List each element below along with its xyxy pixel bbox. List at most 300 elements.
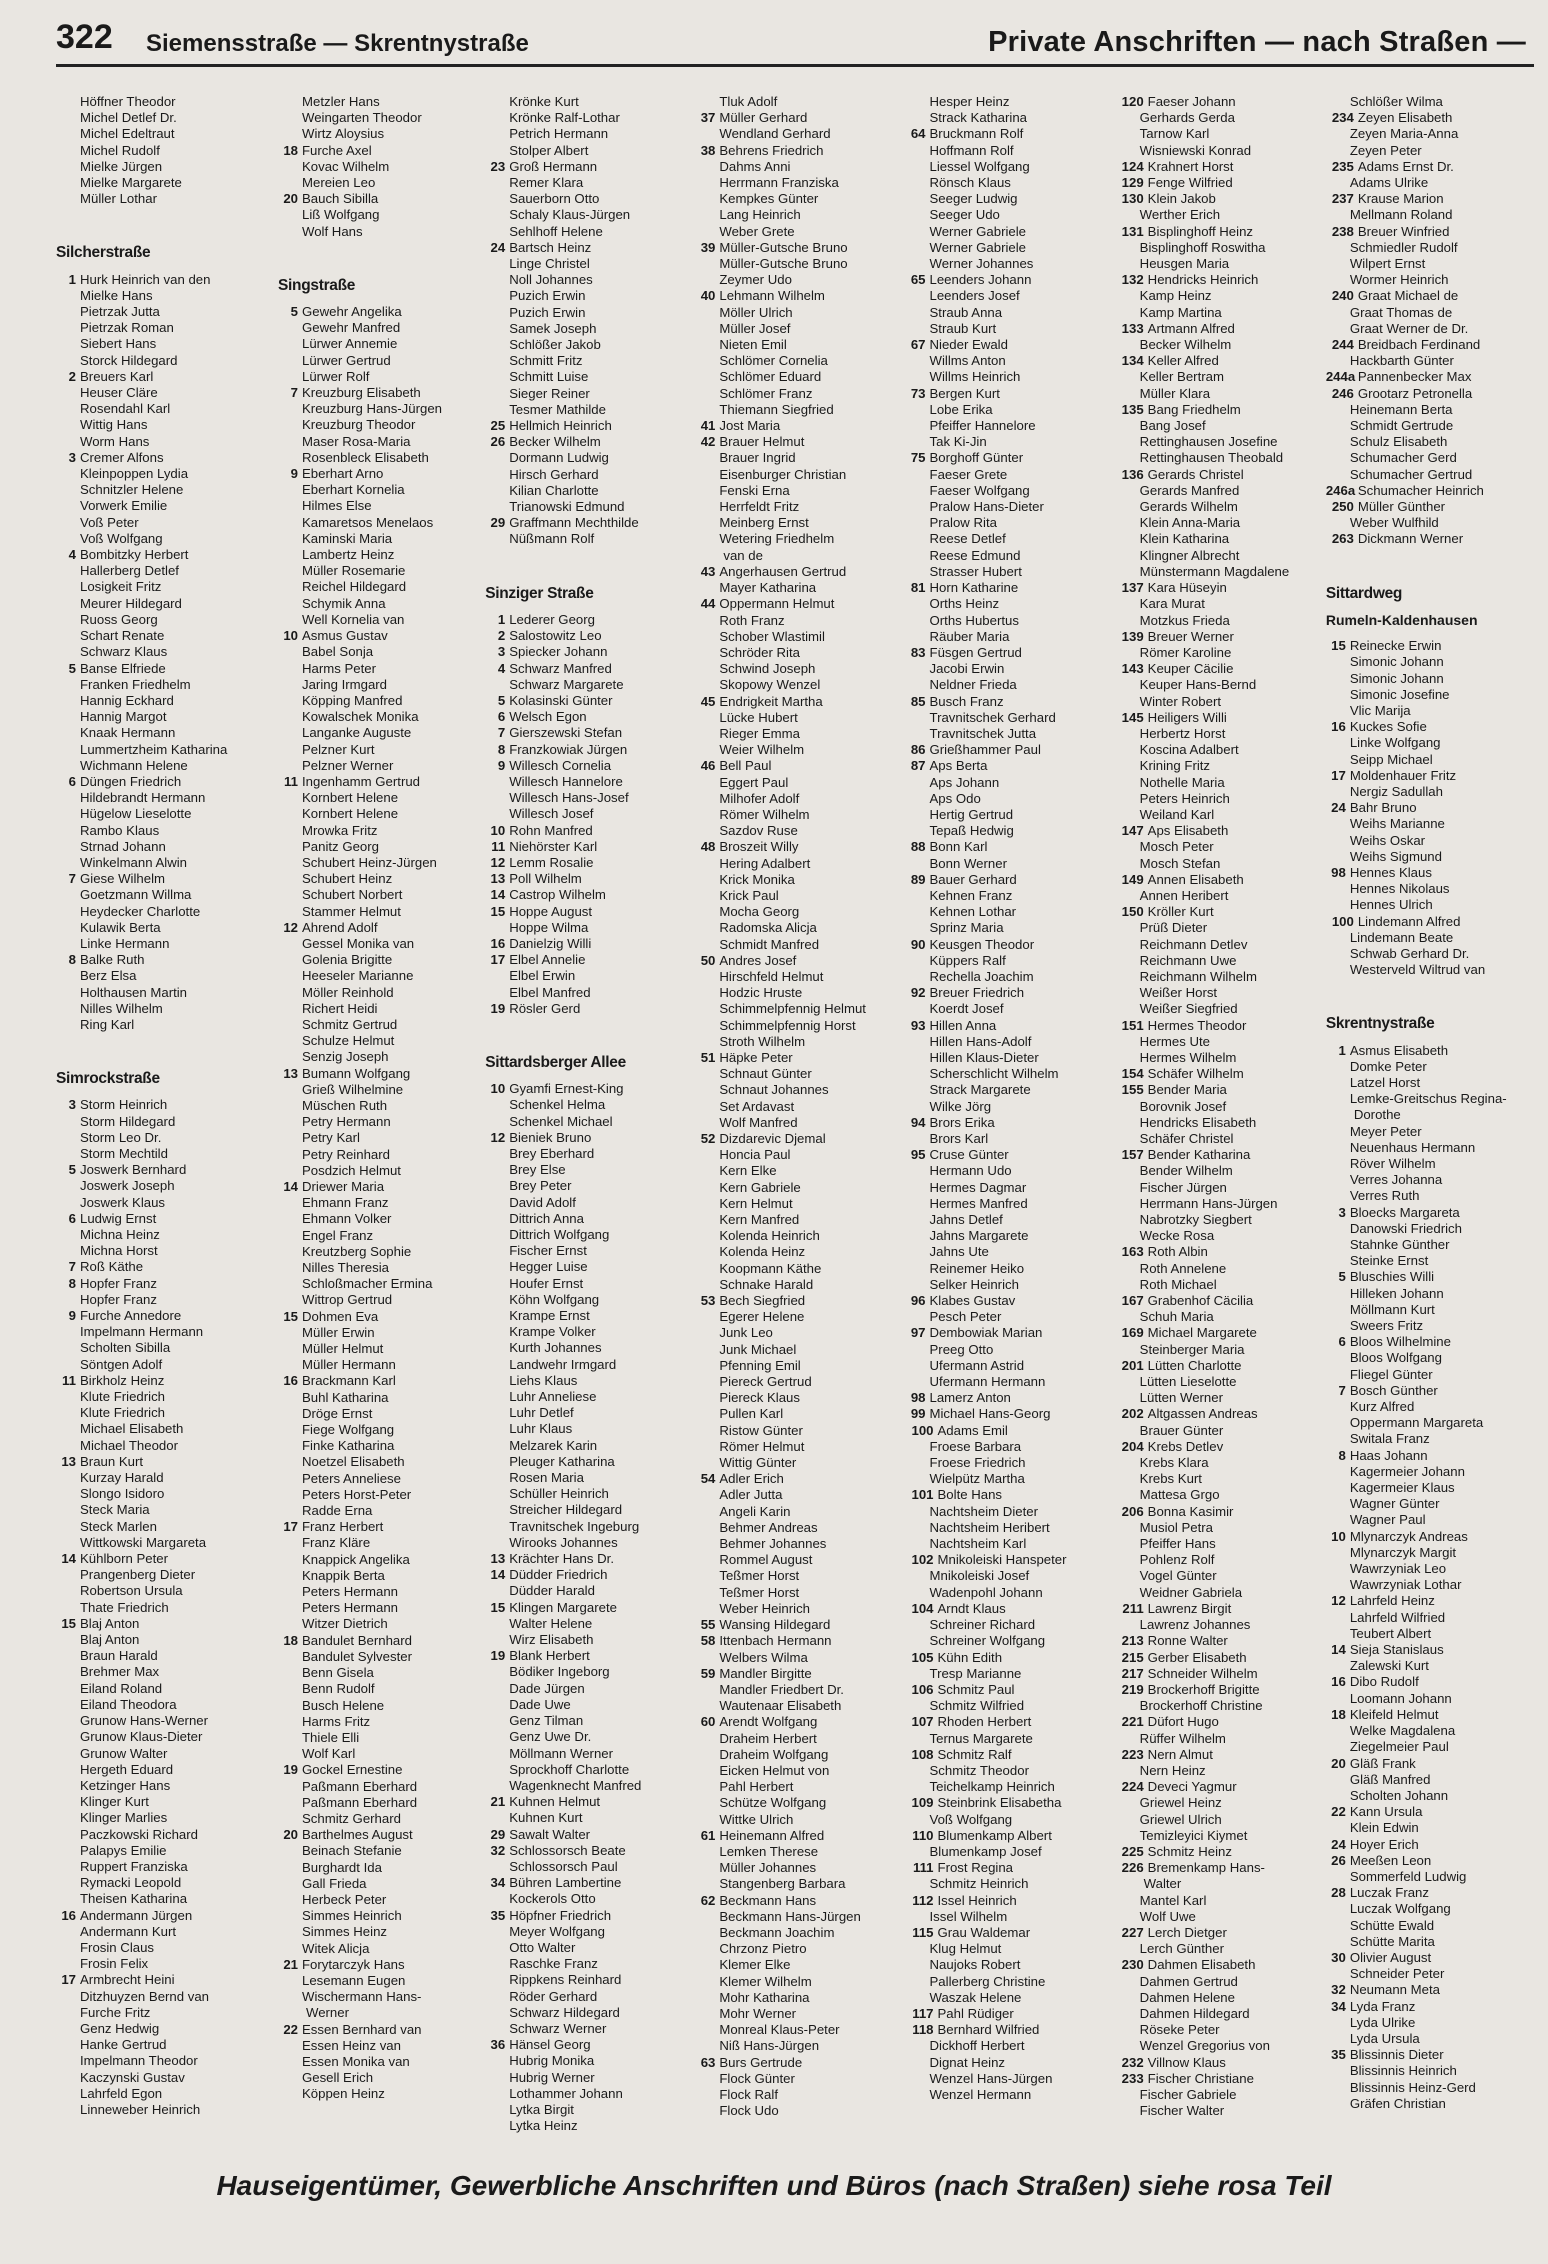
resident-entry: [278, 1762, 491, 1778]
resident-entry: [485, 1308, 695, 1324]
resident-name: Meeßen Leon: [1349, 1852, 1432, 1868]
resident-entry: [1326, 531, 1548, 547]
resident-name: Ristow Günter: [719, 1422, 803, 1438]
resident-name: Blissinnis Dieter: [1349, 2047, 1444, 2063]
house-number: 13: [490, 871, 506, 887]
resident-name: Rieger Emma: [719, 725, 800, 741]
resident-entry: [485, 2102, 695, 2118]
house-number: 97: [910, 1325, 926, 1341]
resident-entry: [278, 661, 491, 677]
resident-name: Lawrenz Johannes: [1139, 1617, 1251, 1633]
resident-name: Küppers Ralf: [929, 952, 1006, 968]
resident-name: Wischermann Hans-: [302, 1989, 422, 2005]
resident-entry: [695, 1293, 905, 1309]
resident-entry: [278, 1292, 491, 1308]
resident-entry: [906, 920, 1116, 936]
resident-name: Jaring Irmgard: [302, 676, 388, 692]
resident-name: Essen Monika van: [302, 2053, 410, 2069]
house-number: 52: [700, 1131, 716, 1146]
resident-name: Harms Fritz: [302, 1713, 371, 1729]
resident-name: Kehnen Franz: [929, 887, 1013, 903]
resident-name: Busch Franz: [929, 693, 1004, 709]
resident-entry: [56, 1810, 278, 1826]
resident-name: Issel Heinrich: [937, 1892, 1017, 1908]
house-number: 5: [1338, 1269, 1346, 1285]
house-number: 112: [912, 1892, 934, 1908]
resident-entry: [278, 742, 491, 758]
resident-entry: [56, 774, 278, 790]
resident-entry: [695, 369, 905, 385]
resident-entry: [56, 1421, 278, 1437]
resident-name: Schreiner Richard: [929, 1617, 1036, 1633]
resident-entry: [906, 726, 1116, 742]
resident-entry: [695, 1309, 905, 1325]
house-number: 40: [700, 288, 716, 304]
house-number: 93: [910, 1017, 926, 1033]
resident-name: Beckmann Hans-Jürgen: [719, 1908, 861, 1924]
resident-entry: [695, 2006, 905, 2022]
resident-name: Hegger Luise: [509, 1259, 588, 1275]
resident-entry: [695, 580, 905, 596]
house-number: 86: [910, 742, 926, 758]
resident-entry: [1116, 823, 1326, 839]
resident-name: Adler Jutta: [719, 1487, 783, 1503]
resident-entry: [906, 953, 1116, 969]
house-number: 232: [1121, 2054, 1144, 2070]
resident-entry: [485, 1891, 695, 1907]
resident-entry: [695, 418, 905, 434]
house-number: 34: [490, 1875, 506, 1891]
resident-name: Weißer Siegfried: [1139, 1001, 1238, 1017]
resident-name: Linke Hermann: [80, 935, 170, 951]
resident-entry: [695, 564, 905, 580]
resident-name: Spiecker Johann: [509, 644, 608, 660]
resident-name: Hanke Gertrud: [80, 2037, 167, 2053]
resident-entry: [56, 1632, 278, 1648]
house-number: 16: [1331, 1674, 1346, 1690]
resident-name: Motzkus Frieda: [1139, 612, 1230, 628]
resident-name: Schwarz Manfred: [509, 660, 612, 676]
house-number: 129: [1121, 175, 1144, 191]
resident-entry: [1116, 1990, 1326, 2006]
resident-entry: [695, 742, 905, 758]
resident-name: Kreuzburg Theodor: [302, 417, 416, 433]
resident-entry: [1116, 1779, 1326, 1795]
resident-entry: [906, 2022, 1116, 2038]
page-number: 322: [56, 18, 113, 56]
resident-name: Mielke Hans: [80, 287, 153, 303]
resident-entry: [695, 1925, 905, 1941]
resident-name: Burs Gertrude: [719, 2054, 803, 2070]
resident-entry: [56, 985, 278, 1001]
resident-entry: [278, 1228, 491, 1244]
resident-entry: [56, 434, 278, 450]
resident-name: Flock Günter: [719, 2070, 795, 2086]
resident-entry: [1326, 1999, 1548, 2015]
resident-name: Schlömer Franz: [719, 385, 813, 401]
resident-name: Cruse Günter: [929, 1147, 1009, 1163]
resident-entry: [1116, 386, 1326, 402]
resident-name: Weber Heinrich: [719, 1600, 810, 1616]
house-number: 238: [1331, 223, 1354, 239]
resident-entry: [56, 1794, 278, 1810]
resident-entry: [56, 1146, 278, 1162]
resident-entry: [1326, 1496, 1548, 1512]
resident-entry: [278, 612, 491, 628]
resident-name: Straub Anna: [929, 304, 1003, 320]
resident-name: Hirschfeld Helmut: [719, 968, 824, 984]
resident-entry: [56, 1438, 278, 1454]
resident-name: Prangenberg Dieter: [80, 1567, 196, 1583]
resident-entry: [485, 272, 695, 288]
resident-name: Kurth Johannes: [509, 1340, 602, 1356]
resident-name: Müller Rosemarie: [302, 563, 406, 579]
resident-name: Braun Kurt: [80, 1453, 144, 1469]
house-number: 8: [1338, 1447, 1346, 1463]
resident-entry: [695, 872, 905, 888]
resident-name: Gyamfi Ernest-King: [509, 1081, 624, 1097]
resident-entry: [278, 1973, 491, 1989]
resident-entry: [56, 968, 278, 984]
resident-entry: [906, 305, 1116, 321]
resident-entry: [906, 888, 1116, 904]
resident-entry: [485, 1859, 695, 1875]
resident-entry: [1116, 1358, 1326, 1374]
resident-entry: [56, 709, 278, 725]
resident-name: Gall Frieda: [302, 1875, 367, 1891]
resident-entry: [695, 2055, 905, 2071]
resident-name: Eisenburger Christian: [719, 466, 847, 482]
resident-name: Räuber Maria: [929, 628, 1010, 644]
resident-name: Mandler Birgitte: [719, 1665, 812, 1681]
resident-name: Klemer Elke: [719, 1957, 791, 1973]
resident-name: Müller Johannes: [719, 1860, 817, 1876]
house-number: 19: [283, 1762, 298, 1778]
resident-name: Ehmann Volker: [302, 1211, 392, 1227]
resident-entry: [906, 1974, 1116, 1990]
resident-entry: [1116, 1666, 1326, 1682]
resident-entry: [56, 1648, 278, 1664]
resident-name: Fischer Walter: [1139, 2103, 1225, 2119]
resident-name: Hermes Ute: [1139, 1033, 1211, 1049]
house-number: 150: [1121, 904, 1144, 920]
resident-name: Andres Josef: [719, 952, 797, 968]
resident-name: Ingenhamm Gertrud: [302, 773, 421, 789]
resident-entry: [695, 143, 905, 159]
resident-name: Ruoss Georg: [80, 611, 158, 627]
house-number: 20: [283, 1827, 298, 1843]
resident-name: Grunow Hans-Werner: [80, 1713, 209, 1729]
resident-name: Genz Uwe Dr.: [509, 1729, 592, 1745]
resident-entry: [278, 1422, 491, 1438]
resident-name: Flock Udo: [719, 2103, 779, 2119]
resident-name: Willesch Josef: [509, 806, 594, 822]
resident-entry: [1116, 1812, 1326, 1828]
resident-name: Voß Peter: [80, 514, 139, 530]
resident-entry: [1116, 191, 1326, 207]
resident-entry: [485, 693, 695, 709]
resident-name: van de: [723, 547, 763, 563]
resident-name: Draheim Wolfgang: [719, 1746, 829, 1762]
resident-name: Frosin Claus: [80, 1939, 155, 1955]
resident-name: Strnad Johann: [80, 838, 166, 854]
resident-entry: [1116, 888, 1326, 904]
resident-entry: [1116, 726, 1326, 742]
resident-entry: [485, 1956, 695, 1972]
house-number: 169: [1121, 1325, 1144, 1341]
house-number: 64: [910, 126, 926, 142]
resident-entry: [1116, 872, 1326, 888]
resident-name: Kornbert Helene: [302, 790, 399, 806]
resident-entry: [1326, 752, 1548, 768]
resident-name: Kern Helmut: [719, 1195, 793, 1211]
resident-name: Kilian Charlotte: [509, 482, 599, 498]
resident-name: Hirsch Gerhard: [509, 466, 599, 482]
house-number: 29: [490, 515, 506, 531]
resident-entry: [1326, 1156, 1548, 1172]
resident-name: Mlynarczyk Andreas: [1349, 1528, 1468, 1544]
house-number: 24: [1331, 800, 1346, 816]
resident-entry: [278, 304, 491, 320]
resident-name: Werner Gabriele: [929, 239, 1027, 255]
resident-name: Selker Heinrich: [929, 1276, 1019, 1292]
resident-name: Ring Karl: [80, 1016, 135, 1032]
resident-name: Schnaut Günter: [719, 1066, 812, 1082]
resident-name: Kockerols Otto: [509, 1891, 596, 1907]
resident-name: Krebs Detlev: [1147, 1438, 1224, 1454]
house-number: 3: [1338, 1204, 1346, 1220]
resident-entry: [485, 224, 695, 240]
resident-name: Weiland Karl: [1139, 806, 1215, 822]
resident-entry: [485, 240, 695, 256]
resident-name: Roth Michael: [1139, 1276, 1217, 1292]
resident-name: Lerch Günther: [1139, 1941, 1224, 1957]
resident-name: Lytka Birgit: [509, 2101, 574, 2117]
resident-entry: [1326, 1739, 1548, 1755]
resident-name: Rhoden Herbert: [937, 1714, 1032, 1730]
resident-entry: [485, 1130, 695, 1146]
resident-entry: [695, 1536, 905, 1552]
house-number: 101: [911, 1487, 934, 1503]
resident-entry: [56, 742, 278, 758]
resident-name: Hallerberg Detlef: [80, 563, 179, 579]
resident-name: Michel Edeltraut: [80, 126, 175, 142]
resident-entry: [1116, 742, 1326, 758]
resident-name: Breuers Karl: [80, 368, 154, 384]
house-number: 73: [910, 385, 926, 401]
resident-name: Fenski Erna: [719, 482, 790, 498]
resident-entry: [278, 1211, 491, 1227]
house-number: 10: [490, 822, 506, 838]
resident-name: Kuhnen Helmut: [509, 1794, 601, 1810]
resident-entry: [1116, 1406, 1326, 1422]
resident-entry: [278, 693, 491, 709]
resident-entry: [1326, 305, 1548, 321]
resident-entry: [906, 1633, 1116, 1649]
resident-name: Haas Johann: [1349, 1447, 1428, 1463]
house-number: 13: [61, 1453, 76, 1469]
resident-name: Schnake Harald: [719, 1276, 814, 1292]
resident-name: Grau Waldemar: [937, 1924, 1031, 1940]
resident-entry: [1326, 1577, 1548, 1593]
resident-name: Schnitzler Helene: [80, 482, 184, 498]
house-number: 92: [910, 985, 926, 1001]
resident-entry: [56, 515, 278, 531]
resident-entry: [1326, 784, 1548, 800]
house-number: 131: [1121, 223, 1144, 239]
resident-name: Kamp Martina: [1139, 304, 1222, 320]
resident-name: Luczak Wolfgang: [1349, 1901, 1451, 1917]
resident-entry: [906, 207, 1116, 223]
resident-entry: [1326, 1480, 1548, 1496]
resident-name: Lahrfeld Wilfried: [1349, 1609, 1446, 1625]
resident-entry: [56, 2102, 278, 2118]
resident-name: Samek Joseph: [509, 320, 597, 336]
resident-name: Mnikoleiski Josef: [929, 1568, 1030, 1584]
resident-name: Sazdov Ruse: [719, 823, 798, 839]
resident-name: Elbel Manfred: [509, 984, 591, 1000]
resident-name: Koerdt Josef: [929, 1001, 1004, 1017]
resident-name: Kreutzberg Sophie: [302, 1243, 412, 1259]
resident-name: Metzler Hans: [302, 94, 380, 109]
resident-entry: [56, 936, 278, 952]
resident-name: Wilpert Ernst: [1349, 256, 1426, 272]
resident-name: Bonn Werner: [929, 855, 1007, 871]
resident-entry: [906, 256, 1116, 272]
house-number: 36: [490, 2037, 506, 2053]
resident-entry: [56, 126, 278, 142]
resident-name: David Adolf: [509, 1194, 576, 1210]
resident-name: Schmitz Ralf: [937, 1746, 1012, 1762]
resident-entry: [1326, 930, 1548, 946]
resident-entry: [56, 320, 278, 336]
house-number: 65: [910, 272, 926, 288]
resident-name: Brey Eberhard: [509, 1145, 595, 1161]
resident-name: Winter Robert: [1139, 693, 1222, 709]
resident-entry: [1116, 548, 1326, 564]
resident-name: Krampe Ernst: [509, 1308, 590, 1324]
resident-name: Krahnert Horst: [1147, 158, 1234, 174]
resident-name: Schumacher Gertrud: [1349, 466, 1473, 482]
house-number: 43: [700, 563, 716, 579]
house-number: 7: [68, 871, 76, 887]
resident-entry: [906, 1050, 1116, 1066]
resident-name: Walter Helene: [509, 1615, 593, 1631]
resident-name: Hennes Ulrich: [1349, 897, 1433, 913]
resident-name: Simonic Johann: [1349, 654, 1444, 670]
resident-name: Dignat Heinz: [929, 2054, 1006, 2070]
resident-name: Jacobi Erwin: [929, 661, 1005, 677]
resident-name: Schwind Joseph: [719, 661, 816, 677]
resident-name: Teßmer Horst: [719, 1584, 800, 1600]
resident-entry: [485, 823, 695, 839]
resident-entry: [56, 1292, 278, 1308]
house-number: 87: [910, 758, 926, 774]
resident-name: Mellmann Roland: [1349, 207, 1453, 223]
resident-entry: [1326, 515, 1548, 531]
resident-entry: [1116, 1455, 1326, 1471]
resident-entry: [485, 758, 695, 774]
house-number: 244a: [1325, 369, 1356, 385]
resident-entry: [278, 1114, 491, 1130]
resident-entry: [278, 417, 491, 433]
resident-entry: [695, 1050, 905, 1066]
resident-entry: [1116, 175, 1326, 191]
house-number: 5: [68, 660, 76, 676]
house-number: 95: [910, 1147, 926, 1163]
resident-entry: [695, 661, 905, 677]
resident-name: Reinecke Erwin: [1349, 638, 1442, 654]
resident-name: Set Ardavast: [719, 1098, 795, 1114]
resident-entry: [56, 1729, 278, 1745]
resident-entry: [56, 596, 278, 612]
resident-name: Jahns Detlef: [929, 1212, 1003, 1228]
resident-entry: [695, 337, 905, 353]
resident-entry: [1116, 1163, 1326, 1179]
resident-name: Mantel Karl: [1139, 1892, 1207, 1908]
resident-entry: [1116, 1844, 1326, 1860]
resident-entry: [906, 661, 1116, 677]
resident-name: Dembowiak Marian: [929, 1325, 1043, 1341]
resident-name: Söntgen Adolf: [80, 1356, 163, 1372]
house-number: 21: [283, 1956, 298, 1972]
resident-entry: [1326, 768, 1548, 784]
resident-name: Grieß Wilhelmine: [302, 1081, 404, 1097]
resident-entry: [1326, 159, 1548, 175]
resident-entry: [56, 1227, 278, 1243]
resident-name: Pelzner Werner: [302, 757, 394, 773]
resident-entry: [278, 920, 491, 936]
house-number: 25: [490, 418, 506, 434]
resident-name: Petrich Hermann: [509, 126, 609, 142]
resident-entry: [1116, 483, 1326, 499]
resident-entry: [906, 1115, 1116, 1131]
resident-entry: [278, 644, 491, 660]
resident-name: Wilke Jörg: [929, 1098, 992, 1114]
resident-name: Kurz Alfred: [1349, 1399, 1415, 1415]
resident-name: Kolenda Heinrich: [719, 1228, 820, 1244]
resident-entry: [56, 2037, 278, 2053]
resident-name: Nergiz Sadullah: [1349, 783, 1443, 799]
resident-name: Fischer Ernst: [509, 1243, 587, 1259]
resident-entry: [1116, 1925, 1326, 1941]
resident-name: Krönke Ralf-Lothar: [509, 110, 620, 126]
resident-entry: [485, 1502, 695, 1518]
resident-entry: [485, 1405, 695, 1421]
house-number: 15: [283, 1308, 298, 1324]
resident-name: Kröller Kurt: [1147, 904, 1214, 920]
resident-name: Preeg Otto: [929, 1341, 994, 1357]
resident-name: Klein Katharina: [1139, 531, 1230, 547]
resident-name: Domke Peter: [1349, 1058, 1427, 1074]
house-number: 237: [1331, 191, 1354, 207]
resident-name: Werner Gabriele: [929, 223, 1027, 239]
resident-name: Bauer Gerhard: [929, 871, 1017, 887]
resident-name: Zeyen Elisabeth: [1357, 110, 1453, 126]
resident-entry: [695, 1066, 905, 1082]
resident-name: Krick Paul: [719, 887, 779, 903]
resident-entry: [56, 1762, 278, 1778]
resident-name: Nachtsheim Heribert: [929, 1519, 1050, 1535]
resident-name: Stahnke Günther: [1349, 1237, 1450, 1252]
resident-entry: [695, 904, 905, 920]
resident-name: Reese Detlef: [929, 531, 1006, 547]
resident-name: Radomska Alicja: [719, 920, 817, 936]
resident-entry: [906, 1406, 1116, 1422]
resident-name: Bonna Kasimir: [1147, 1503, 1234, 1519]
resident-name: Panitz Georg: [302, 838, 379, 854]
resident-name: Pleuger Katharina: [509, 1453, 615, 1469]
